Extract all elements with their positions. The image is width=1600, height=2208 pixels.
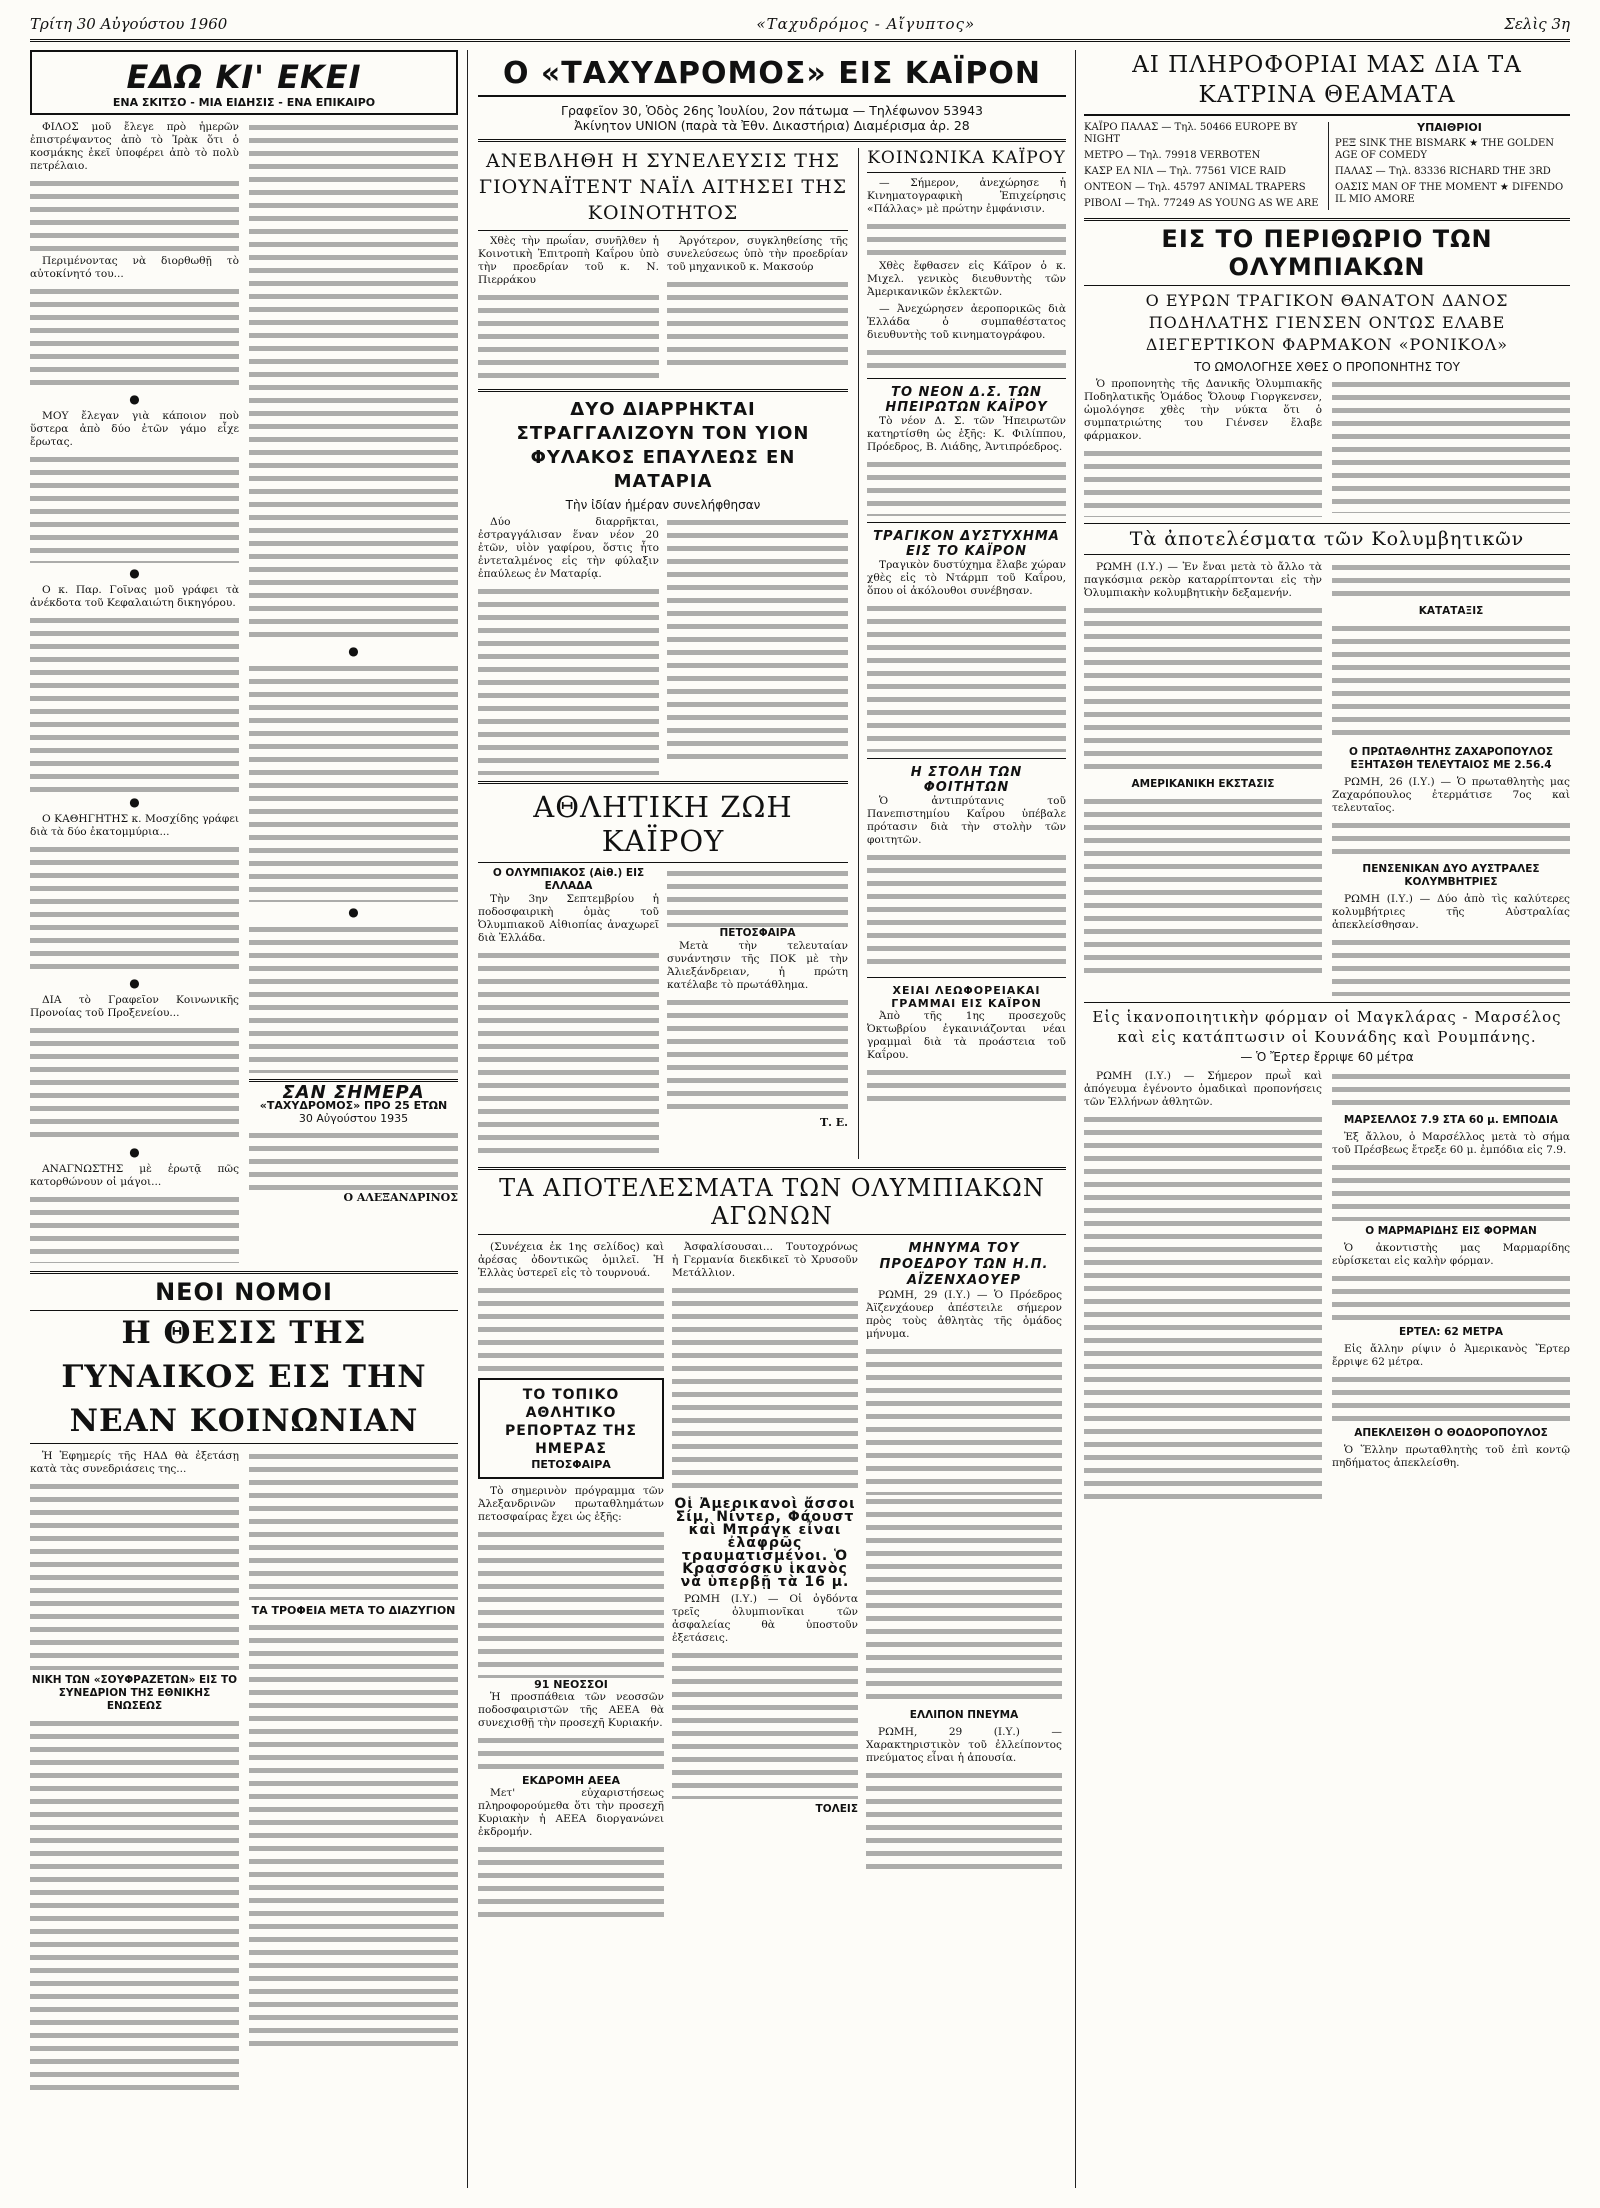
anevlithi-section bbox=[478, 148, 848, 1159]
paragraph: Δύο διαρρῆκται, ἐστραγγάλισαν ἕναν νέον 20 ἐτῶν, υἱὸν γαφίρου, ὅστις ἦτο ἐντεταλμένος εἰς τὴν φύλαξιν ἐπαύλεως ἐν Ματαρίᾳ. bbox=[478, 516, 659, 580]
results-title: Τὰ ἀποτελέσματα τῶν Κολυμβητικῶν bbox=[1129, 528, 1525, 550]
text-block bbox=[667, 867, 848, 927]
text-block bbox=[1084, 1113, 1322, 1503]
issue-date: Τρίτη 30 Αὐγούστου 1960 bbox=[30, 14, 228, 33]
text-block bbox=[667, 996, 848, 1116]
paragraph: Μετὰ τὴν τελευταίαν συνάντησιν τῆς ΠΟΚ μὲ τὴν Ἀλιεξάνδρειαν, ἡ πρώτη κατέλαβε τὸ πρωτάθλημα. bbox=[667, 940, 848, 991]
address-line-2: Ἀκίνητον UNION (παρὰ τὰ Ἐθν. Δικαστήρια) Διαμέρισμα ἀρ. 28 bbox=[574, 118, 970, 133]
text-block bbox=[1332, 378, 1570, 513]
text-block bbox=[1332, 561, 1570, 601]
text-block bbox=[478, 291, 659, 383]
san-simera-subtitle: «ΤΑΧΥΔΡΟΜΟΣ» ΠΡΟ 25 ΕΤΩΝ bbox=[259, 1099, 448, 1112]
paragraph: (Συνέχεια ἐκ 1ης σελίδος) καὶ ἀρέσας ὀδοντικῶς ὁμιλεῖ. Ἡ Ἑλλὰς ὑστερεῖ εἰς τὸ τουρνουά. bbox=[478, 1241, 664, 1279]
paragraph: Εἰς ἄλλην ρίψιν ὁ Ἀμερικανὸς Ἔρτερ ἔρριψε 62 μέτρα. bbox=[1332, 1343, 1570, 1368]
athlitiki-subhead: Ο ΟΛΥΜΠΙΑΚΟΣ (Αἰθ.) ΕΙΣ ΕΛΛΑΔΑ bbox=[492, 867, 645, 892]
paragraph: ΜΟΥ ἔλεγαν γιὰ κάποιον ποὺ ὕστερα ἀπὸ δύο ἐτῶν γάμο εἶχε ἔρωτας. bbox=[30, 410, 239, 448]
column-center bbox=[478, 50, 1066, 1923]
address-line-1: Γραφεῖον 30, Ὁδὸς 26ης Ἰουλίου, 2ον πάτωμα — Τηλέφωνον 53943 bbox=[561, 103, 983, 118]
san-simera-title: ΣΑΝ ΣΗΜΕΡΑ bbox=[282, 1082, 425, 1103]
paragraph: ΔΙΑ τὸ Γραφεῖον Κοινωνικῆς Προνοίας τοῦ Προξενείου... bbox=[30, 994, 239, 1019]
theamata-title: ΑΙ ΠΛΗΡΟΦΟΡΙΑΙ ΜΑΣ ΔΙΑ ΤΑ ΚΑΤΡΙΝΑ ΘΕΑΜΑΤΑ bbox=[1084, 50, 1570, 116]
cinema-entry: ΚΑΪΡΟ ΠΑΛΑΣ — Τηλ. 50466 EUROPE BY NIGHT bbox=[1084, 122, 1298, 145]
cinema-entry: ΚΑΣΡ ΕΛ ΝΙΛ — Τηλ. 77561 VICE RAID bbox=[1084, 166, 1287, 177]
cinema-entry: ΠΑΛΑΣ — Τηλ. 83336 RICHARD THE 3RD bbox=[1335, 166, 1551, 177]
text-block bbox=[672, 1284, 858, 1494]
column-right bbox=[1084, 50, 1570, 1503]
text-block bbox=[1332, 1272, 1570, 1322]
paragraph: Ἐξ ἄλλου, ὁ Μαρσέλλος μετὰ τὸ σήμα τοῦ Πρέσβεως ἔτρεξε 60 μ. ἐμπόδια εἰς 7.9. bbox=[1332, 1131, 1570, 1156]
divider bbox=[867, 977, 1066, 978]
olympic-col-c bbox=[866, 1241, 1062, 1923]
peri-subtitle: Ο ΕΥΡΩΝ ΤΡΑΓΙΚΟΝ ΘΑΝΑΤΟΝ ΔΑΝΟΣ ΠΟΔΗΛΑΤΗΣ ΓΙΕΝΣΕΝ ΟΝΤΩΣ ΕΛΑΒΕ ΔΙΕΓΕΡΤΙΚΟΝ ΦΑΡΜΑΚΟΝ «ΡΟΝΙΚΟΛ» bbox=[1145, 291, 1509, 354]
page-number: Σελὶς 3η bbox=[1504, 14, 1570, 33]
text-block bbox=[30, 453, 239, 563]
anevlithi-title: ΑΝΕΒΛΗΘΗ Η ΣΥΝΕΛΕΥΣΙΣ ΤΗΣ ΓΙΟΥΝΑΪΤΕΝΤ ΝΑΪΛ ΑΙΤΗΣΕΙ ΤΗΣ ΚΟΙΝΟΤΗΤΟΣ bbox=[478, 150, 848, 224]
separator: ● bbox=[129, 795, 140, 809]
column-divider bbox=[1075, 50, 1076, 2188]
san-simera-date: 30 Αὐγούστου 1935 bbox=[298, 1112, 409, 1125]
text-block bbox=[30, 1193, 239, 1263]
divider bbox=[478, 1167, 1066, 1170]
cinemas-right bbox=[1328, 122, 1564, 210]
separator: ● bbox=[348, 905, 359, 919]
koinonika-section bbox=[858, 148, 1066, 1159]
divider bbox=[478, 389, 848, 392]
edo-ki-ekei-title: ΕΔΩ ΚΙ' ΕΚΕΙ bbox=[126, 58, 362, 96]
text-block bbox=[249, 1129, 458, 1191]
amerikaniki-heading: ΑΜΕΡΙΚΑΝΙΚΗ ΕΚΣΤΑΣΙΣ bbox=[1131, 778, 1275, 790]
divider bbox=[478, 139, 1066, 142]
paragraph: Ὁ ἀκοντιστὴς μας Μαρμαρίδης εὑρίσκεται εἰς καλὴν φόρμαν. bbox=[1332, 1242, 1570, 1267]
cinema-entry: ΟΝΤΕΟΝ — Τηλ. 45797 ANIMAL TRAPERS bbox=[1084, 182, 1306, 193]
paragraph: ΡΩΜΗ, 26 (Ι.Υ.) — Ὁ πρωταθλητὴς μας Ζαχαρόπουλος ἐτερμάτισε 7ος καὶ τελευταῖος. bbox=[1332, 776, 1570, 814]
text-block bbox=[30, 177, 239, 255]
text-block bbox=[478, 1284, 664, 1372]
divider bbox=[30, 1271, 458, 1274]
peri-subtitle-2: ΤΟ ΩΜΟΛΟΓΗΣΕ ΧΘΕΣ Ο ΠΡΟΠΟΝΗΤΗΣ ΤΟΥ bbox=[1194, 360, 1460, 374]
text-block bbox=[30, 1717, 239, 2097]
cinema-entry: ΟΑΣΙΣ MAN OF THE MOMENT ★ DIFENDO IL MIO AMORE bbox=[1335, 182, 1564, 205]
text-block bbox=[1332, 1373, 1570, 1423]
divider bbox=[1084, 523, 1570, 524]
peri-col-a bbox=[1084, 378, 1322, 517]
divider bbox=[1084, 554, 1570, 555]
paragraph: Ἡ Ἐφημερίς τῆς ΗΑΔ θὰ ἐξετάσῃ κατὰ τὰς συνεδριάσεις της... bbox=[30, 1450, 239, 1475]
divider bbox=[478, 781, 848, 784]
niki-heading: ΝΙΚΗ ΤΩΝ «ΣΟΥΦΡΑΖΕΤΩΝ» ΕΙΣ ΤΟ ΣΥΝΕΔΡΙΟΝ ΤΗΣ ΕΘΝΙΚΗΣ ΕΝΩΣΕΩΣ bbox=[31, 1674, 238, 1712]
paragraph: ΦΙΛΟΣ μοῦ ἔλεγε πρὸ ἡμερῶν ἐπιστρέψαντος ἀπὸ τὸ Ἰρὰκ ὅτι ὁ κοσμάκης ἐκεῖ ὑποφέρει ἀπὸ τὸ πολὺ πετρέλαιο. bbox=[30, 121, 239, 172]
edo-ki-ekei-subtitle: ΕΝΑ ΣΚΙΤΣΟ - ΜΙΑ ΕΙΔΗΣΙΣ - ΕΝΑ ΕΠΙΚΑΙΡΟ bbox=[112, 96, 376, 109]
thesis-column-a bbox=[30, 1450, 239, 2097]
anevlithi-col-b bbox=[667, 235, 848, 383]
ikanopoiitiki-title: Εἰς ἱκανοποιητικὴν φόρμαν οἱ Μαγκλάρας - Μαρσέλος καὶ εἰς κατάπτωσιν οἱ Κουνάδης καὶ Ρουμπάνης. bbox=[1092, 1008, 1562, 1046]
olympic-col-a bbox=[478, 1241, 664, 1923]
paragraph: Ἀπὸ τῆς 1ης προσεχοῦς Ὀκτωβρίου ἐγκαινιάζονται νέαι γραμμαὶ διὰ τὰ προάστεια τοῦ Καΐρου. bbox=[867, 1010, 1066, 1061]
xeiai-title: ΧΕΙΑΙ ΛΕΩΦΟΡΕΙΑΚΑΙ ΓΡΑΜΜΑΙ ΕΙΣ ΚΑΪΡΟΝ bbox=[891, 984, 1042, 1010]
text-block bbox=[249, 121, 458, 641]
san-simera-signature: Ο ΑΛΕΞΑΝΔΡΙΝΟΣ bbox=[343, 1191, 458, 1204]
paragraph: — Σήμερον, ἀνεχώρησε ἡ Κινηματογραφικὴ Ἐπιχείρησις «Πάλλας» μὲ πρώτην ἐμφάνισιν. bbox=[867, 177, 1066, 215]
apekleisthi-heading: ΑΠΕΚΛΕΙΣΘΗ Ο ΘΟΔΟΡΟΠΟΥΛΟΣ bbox=[1354, 1427, 1548, 1439]
athlitiki-col-b bbox=[667, 867, 848, 1159]
cinema-entry: ΡΙΒΟΛΙ — Τηλ. 77249 AS YOUNG AS WE ARE bbox=[1084, 198, 1319, 209]
divider bbox=[478, 230, 848, 231]
paragraph: Τὴν 3ην Σεπτεμβρίου ἡ ποδοσφαιρικὴ ὁμὰς τοῦ Ὀλυμπιακοῦ Αἰθιοπίας ἀναχωρεῖ διὰ Ἑλλάδα. bbox=[478, 893, 659, 944]
peri-col-b bbox=[1332, 378, 1570, 517]
ikano-col-a bbox=[1084, 1070, 1322, 1503]
toleis-label: ΤΟΛΕΙΣ bbox=[815, 1803, 858, 1815]
text-block bbox=[667, 516, 848, 766]
neoi-nomoi-title: ΝΕΟΙ ΝΟΜΟΙ bbox=[155, 1278, 333, 1306]
trofeia-heading: ΤΑ ΤΡΟΦΕΙΑ ΜΕΤΑ ΤΟ ΔΙΑΖΥΓΙΟΝ bbox=[251, 1604, 456, 1617]
text-block bbox=[478, 1734, 664, 1774]
text-block bbox=[1084, 795, 1322, 975]
text-block bbox=[866, 1345, 1062, 1495]
text-block bbox=[478, 1843, 664, 1923]
text-block bbox=[249, 1621, 458, 2051]
separator: ● bbox=[129, 392, 140, 406]
paragraph: Ο ΚΑΘΗΓΗΤΗΣ κ. Μοσχίδης γράφει διὰ τὰ δύο ἐκατομμύρια... bbox=[30, 813, 239, 838]
tragikon-title: ΤΡΑΓΙΚΟΝ ΔΥΣΤΥΧΗΜΑ ΕΙΣ ΤΟ ΚΑΪΡΟΝ bbox=[873, 529, 1060, 559]
divider bbox=[478, 1234, 1066, 1235]
athlitiki-signature: Τ. Ε. bbox=[819, 1116, 848, 1129]
athlitiki-title: ΑΘΛΗΤΙΚΗ ΖΩΗ ΚΑΪΡΟΥ bbox=[533, 790, 793, 858]
paragraph: ΡΩΜΗ (Ι.Υ.) — Οἱ ὀγδόντα τρεῖς ὀλυμπιονῖκαι τῶν ἀσφαλείας θὰ ὑποστοῦν ἐξετάσεις. bbox=[672, 1593, 858, 1644]
ekdromi-heading: ΕΚΔΡΟΜΗ ΑΕΕΑ bbox=[521, 1774, 620, 1787]
divider bbox=[867, 172, 1066, 173]
paragraph: Μετ' εὐχαριστήσεως πληροφορούμεθα ὅτι τὴν προσεχῆ Κυριακὴν ἡ ΑΕΕΑ διοργανώνει ἐκδρομήν. bbox=[478, 1787, 664, 1838]
topiko-box bbox=[478, 1378, 664, 1479]
text-block bbox=[1332, 936, 1570, 996]
paragraph: ΡΩΜΗ, 29 (Ι.Υ.) — Ὁ Πρόεδρος Ἀϊζενχάουερ ἀπέστειλε σήμερον πρὸς τοὺς ἀθλητὰς τῆς ὁμάδος μήνυμα. bbox=[866, 1289, 1062, 1340]
text-block bbox=[478, 949, 659, 1159]
olympic-results-title: ΤΑ ΑΠΟΤΕΛΕΣΜΑΤΑ ΤΩΝ ΟΛΥΜΠΙΑΚΩΝ ΑΓΩΝΩΝ bbox=[499, 1174, 1045, 1230]
text-block bbox=[1084, 447, 1322, 517]
separator: ● bbox=[348, 644, 359, 658]
results-col-b bbox=[1332, 561, 1570, 996]
text-block bbox=[478, 585, 659, 775]
column-divider bbox=[467, 50, 468, 2188]
edo-column-a bbox=[30, 121, 239, 1263]
text-block bbox=[867, 458, 1066, 516]
paragraph: Ὁ ἀντιπρύτανις τοῦ Πανεπιστημίου Καΐρου ὑπέβαλε πρότασιν διὰ τὴν στολὴν τῶν φοιτητῶν. bbox=[867, 795, 1066, 846]
divider bbox=[867, 522, 1066, 523]
text-block bbox=[249, 1450, 458, 1600]
separator: ● bbox=[129, 976, 140, 990]
column-left bbox=[30, 50, 458, 2097]
ypaithrioi-heading: ΥΠΑΙΘΡΙΟΙ bbox=[1417, 121, 1482, 134]
paper-name: «Ταχυδρόμος - Αἴγυπτος» bbox=[756, 14, 976, 33]
peri-title: ΕΙΣ ΤΟ ΠΕΡΙΘΩΡΙΟ ΤΩΝ ΟΛΥΜΠΙΑΚΩΝ bbox=[1161, 225, 1493, 281]
protathlites-heading: Ο ΠΡΩΤΑΘΛΗΤΗΣ ΖΑΧΑΡΟΠΟΥΛΟΣ ΕΞΗΤΑΣΘΗ ΤΕΛΕΥΤΑΙΟΣ ΜΕ 2.56.4 bbox=[1348, 746, 1554, 771]
text-block bbox=[867, 602, 1066, 752]
text-block bbox=[30, 843, 239, 973]
ikanopoiitiki-subtitle: — Ὁ Ἔρτερ ἔρριψε 60 μέτρα bbox=[1240, 1050, 1414, 1064]
paragraph: ΡΩΜΗ, 29 (Ι.Υ.) — Χαρακτηριστικὸν τοῦ ἐλλείποντος πνεύματος εἶναι ἡ ἀπουσία. bbox=[866, 1726, 1062, 1764]
text-block bbox=[867, 851, 1066, 971]
petosfaira-subhead: ΠΕΤΟΣΦΑΙΡΑ bbox=[719, 927, 796, 939]
text-block bbox=[478, 1528, 664, 1678]
paragraph: Ἀσφαλίσουσαι... Τουτοχρόνως ἡ Γερμανία διεκδικεῖ τὸ Χρυσοῦν Μετάλλιον. bbox=[672, 1241, 858, 1279]
text-block bbox=[1332, 1070, 1570, 1110]
text-block bbox=[249, 662, 458, 902]
paragraph: ΡΩΜΗ (Ι.Υ.) — Ἐν ἔναι μετὰ τὸ ἄλλο τὰ παγκόσμια ρεκὸρ καταρρίπτονται εἰς τὴν Ὀλυμπιακὴν κολυμβητικὴν δεξαμενήν. bbox=[1084, 561, 1322, 599]
paragraph: Ἀργότερον, συγκληθείσης τῆς συνελεύσεως ὑπὸ τὴν προεδρίαν τοῦ μηχανικοῦ κ. Μακσούρ bbox=[667, 235, 848, 273]
divider bbox=[867, 378, 1066, 379]
paragraph: Περιμένοντας νὰ διορθωθῇ τὸ αὐτοκίνητό του... bbox=[30, 255, 239, 280]
paragraph: Ὁ προπονητὴς τῆς Δανικῆς Ὀλυμπιακῆς Ποδηλατικῆς Ὁμάδος Ὄλουφ Γιοργκενσεν, ὡμολόγησε χθὲς τὴν νύκτα ὅτι ὁ συμπατριώτης του Γιένσεν ἔλαβε φάρμακον. bbox=[1084, 378, 1322, 442]
topiko-title: ΤΟ ΤΟΠΙΚΟ ΑΘΛΗΤΙΚΟ ΡΕΠΟΡΤΑΖ ΤΗΣ ΗΜΕΡΑΣ bbox=[505, 1387, 637, 1457]
divider bbox=[1084, 1002, 1570, 1003]
dyo-col-b bbox=[667, 516, 848, 775]
ikano-col-b bbox=[1332, 1070, 1570, 1503]
edo-column-b bbox=[249, 121, 458, 1263]
olympic-col-b bbox=[672, 1241, 858, 1923]
thesis-title: Η ΘΕΣΙΣ ΤΗΣ ΓΥΝΑΙΚΟΣ ΕΙΣ ΤΗΝ ΝΕΑΝ ΚΟΙΝΩΝΙΑΝ bbox=[61, 1315, 427, 1439]
text-block bbox=[867, 220, 1066, 260]
dyo-subtitle: Τὴν ἰδίαν ἡμέραν συνελήφθησαν bbox=[565, 498, 761, 512]
cinemas-left bbox=[1084, 122, 1320, 210]
text-block bbox=[1332, 819, 1570, 859]
paragraph: ΡΩΜΗ (Ι.Υ.) — Σήμερον πρωῒ καὶ ἀπόγευμα ἐγένοντο ὁμαδικαὶ προπονήσεις τῶν Ἑλλήνων ἀθλητῶν. bbox=[1084, 1070, 1322, 1108]
dyo-col-a bbox=[478, 516, 659, 775]
dyo-title: ΔΥΟ ΔΙΑΡΡΗΚΤΑΙ ΣΤΡΑΓΓΑΛΙΖΟΥΝ ΤΟΝ ΥΙΟΝ ΦΥΛΑΚΟΣ ΕΠΑΥΛΕΩΣ ΕΝ ΜΑΤΑΡΙΑ bbox=[516, 399, 810, 492]
separator: ● bbox=[129, 566, 140, 580]
amerikanoi-title: Οἱ Ἀμερικανοὶ ἄσσοι Σίμ, Νίντερ, Φάουστ καὶ Μπράγκ εἶναι ἐλαφρῶς τραυματισμένοι. Ὁ Κρασσόσκυ ἱκανὸς νὰ ὑπερβῇ τὰ 16 μ. bbox=[674, 1496, 856, 1590]
text-block bbox=[867, 346, 1066, 372]
paragraph: Τὸ νέον Δ. Σ. τῶν Ἠπειρωτῶν κατηρτίσθη ὡς ἑξῆς: Κ. Φιλίππου, Πρόεδρος, Β. Λιάδης, Ἀντιπρόεδρος. bbox=[867, 415, 1066, 453]
results-col-a bbox=[1084, 561, 1322, 996]
text-block bbox=[1332, 1161, 1570, 1221]
paragraph: — Ἀνεχώρησεν ἀεροπορικῶς διὰ Ἑλλάδα ὁ συμπαθέστατος διευθυντὴς τοῦ κινηματογράφου. bbox=[867, 303, 1066, 341]
austral-heading: ΠΕΝΣΕΝΙΚΑΝ ΔΥΟ ΑΥΣΤΡΑΛΕΣ ΚΟΛΥΜΒΗΤΡΙΕΣ bbox=[1362, 863, 1540, 888]
separator: ● bbox=[129, 1145, 140, 1159]
divider bbox=[1084, 218, 1570, 221]
paragraph: ΡΩΜΗ (Ι.Υ.) — Δύο ἀπὸ τὶς καλύτερες κολυμβήτριες τῆς Αὐστραλίας ἀπεκλείσθησαν. bbox=[1332, 893, 1570, 931]
text-block bbox=[866, 1495, 1062, 1705]
marsellos-heading: ΜΑΡΣΕΛΛΟΣ 7.9 ΣΤΑ 60 μ. ΕΜΠΟΔΙΑ bbox=[1343, 1114, 1559, 1126]
paragraph: Ὁ Ἕλλην πρωταθλητὴς τοῦ ἐπὶ κοντῷ πηδήματος ἀπεκλείσθη. bbox=[1332, 1444, 1570, 1469]
paragraph: Τὸ σημερινὸν πρόγραμμα τῶν Ἀλεξανδρινῶν πρωταθλημάτων πετοσφαίρας ἔχει ὡς ἑξῆς: bbox=[478, 1485, 664, 1523]
neossoi-heading: 91 ΝΕΟΣΣΟΙ bbox=[534, 1678, 608, 1691]
cinema-entry: ΡΕΞ SINK THE BISMARK ★ THE GOLDEN AGE OF COMEDY bbox=[1335, 138, 1555, 161]
text-block bbox=[249, 923, 458, 1073]
athlitiki-col-a bbox=[478, 867, 659, 1159]
text-block bbox=[1084, 604, 1322, 774]
paragraph: Χθὲς ἔφθασεν εἰς Κάϊρον ὁ κ. Μιχελ. γενικὸς διευθυντὴς τῶν Ἀμερικανικῶν ἐκλεκτῶν. bbox=[867, 260, 1066, 298]
text-block bbox=[30, 1024, 239, 1142]
cinema-entry: ΜΕΤΡΟ — Τηλ. 79918 VERBOTEN bbox=[1084, 150, 1261, 161]
paragraph: Τραγικὸν δυστύχημα ἔλαβε χώραν χθὲς εἰς τὸ Ντάρμπ τοῦ Καΐρου, ὅπου οἱ ἀκόλουθοι συνέβησαν. bbox=[867, 559, 1066, 597]
topiko-subtitle: ΠΕΤΟΣΦΑΙΡΑ bbox=[531, 1458, 611, 1471]
text-block bbox=[667, 278, 848, 370]
ertel-heading: ΕΡΤΕΛ: 62 ΜΕΤΡΑ bbox=[1398, 1326, 1504, 1338]
mynima-title: ΜΗΝΥΜΑ ΤΟΥ ΠΡΟΕΔΡΟΥ ΤΩΝ Η.Π. ΑΪΖΕΝΧΑΟΥΕΡ bbox=[879, 1241, 1049, 1288]
masthead bbox=[30, 8, 1570, 42]
thesis-column-b bbox=[249, 1450, 458, 2097]
stoli-title: Η ΣΤΟΛΗ ΤΩΝ ΦΟΙΤΗΤΩΝ bbox=[910, 765, 1023, 795]
paragraph: Χθὲς τὴν πρωΐαν, συνῆλθεν ἡ Κοινοτικὴ Ἐπιτροπὴ Καΐρου ὑπὸ τὴν προεδρίαν τοῦ κ. Ν. Πιερράκου bbox=[478, 235, 659, 286]
text-block bbox=[30, 614, 239, 792]
edo-ki-ekei-box bbox=[30, 50, 458, 115]
text-block bbox=[30, 1480, 239, 1670]
text-block bbox=[866, 1769, 1062, 1869]
cinema-listings bbox=[1084, 122, 1570, 210]
paragraph: ΑΝΑΓΝΩΣΤΗΣ μὲ ἐρωτᾷ πῶς κατορθώνουν οἱ μάγοι... bbox=[30, 1163, 239, 1188]
divider bbox=[867, 758, 1066, 759]
text-block bbox=[30, 285, 239, 389]
main-title: Ο «ΤΑΧΥΔΡΟΜΟΣ» ΕΙΣ ΚΑΪΡΟΝ bbox=[478, 50, 1066, 97]
paragraph: Ἡ προσπάθεια τῶν νεοσσῶν ποδοσφαιριστῶν τῆς ΑΕΕΑ θὰ συνεχισθῇ τὴν προσεχῆ Κυριακήν. bbox=[478, 1691, 664, 1729]
paragraph: Ο κ. Παρ. Γοῖνας μοῦ γράφει τὰ ἀνέκδοτα τοῦ Κεφαλαιώτη δικηγόρου. bbox=[30, 584, 239, 609]
text-block bbox=[867, 1066, 1066, 1106]
koinonika-title: ΚΟΙΝΩΝΙΚΑ ΚΑΪΡΟΥ bbox=[867, 148, 1066, 168]
katataxis-heading: ΚΑΤΑΤΑΞΙΣ bbox=[1418, 605, 1484, 617]
ellipon-heading: ΕΛΛΙΠΟΝ ΠΝΕΥΜΑ bbox=[909, 1709, 1019, 1721]
text-block bbox=[672, 1649, 858, 1799]
divider bbox=[1084, 285, 1570, 286]
neon-ds-title: ΤΟ ΝΕΟΝ Δ.Σ. ΤΩΝ ΗΠΕΙΡΩΤΩΝ ΚΑΪΡΟΥ bbox=[885, 385, 1048, 415]
anevlithi-col-a bbox=[478, 235, 659, 383]
marmaridis-heading: Ο ΜΑΡΜΑΡΙΔΗΣ ΕΙΣ ΦΟΡΜΑΝ bbox=[1365, 1225, 1537, 1237]
divider bbox=[478, 862, 848, 863]
divider bbox=[30, 1443, 458, 1444]
text-block bbox=[1332, 622, 1570, 742]
